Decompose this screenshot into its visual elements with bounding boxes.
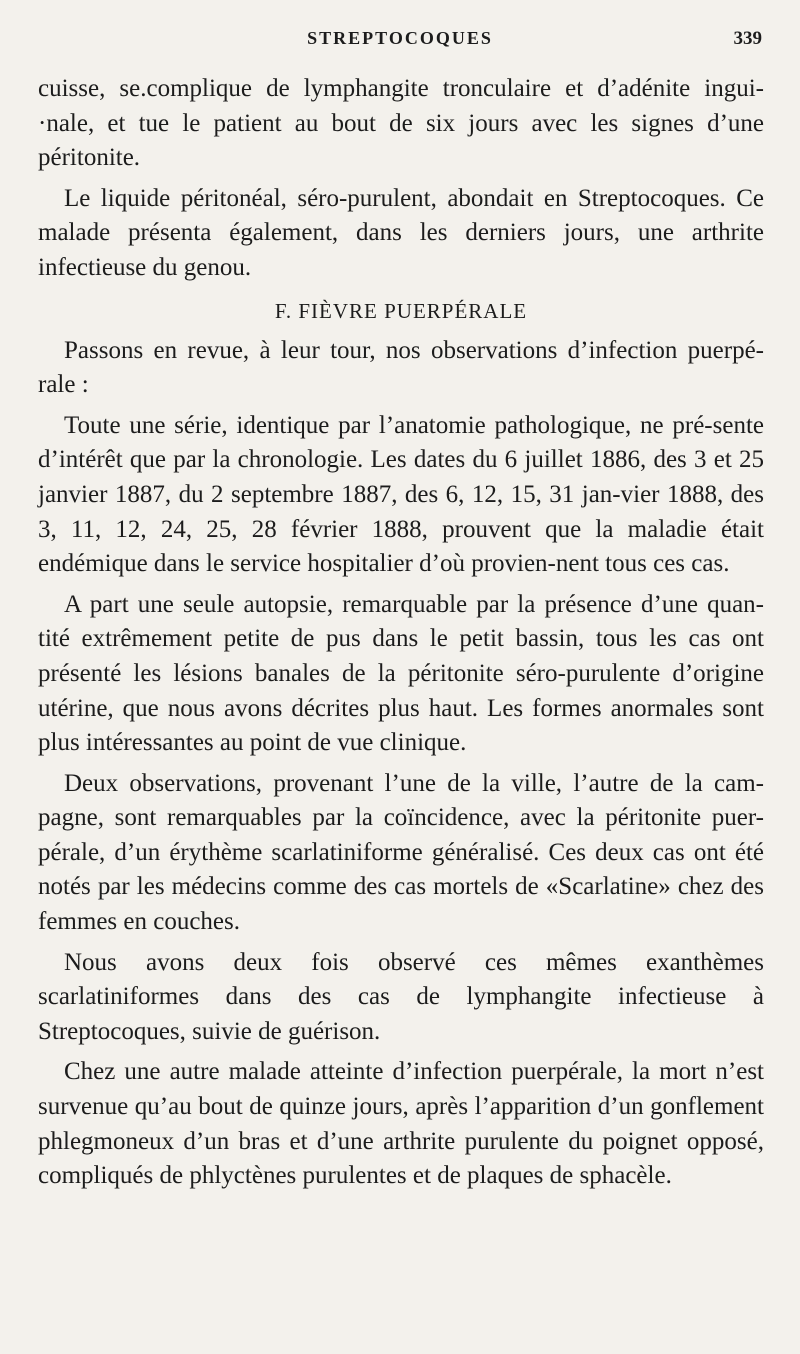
section-heading: F. FIÈVRE PUERPÉRALE bbox=[274, 298, 528, 323]
page-number: 339 bbox=[733, 28, 762, 49]
paragraph: A part une seule autopsie, remarquable par la présence d’une quan-tité extrêmement petite de pus dans le petit bassin, tous les cas ont présenté les lésions banales de la péritonite séro-purulente d’origine utérine, que nous avons décrites plus haut. Les formes anormales sont plus intéressantes au point de vue clinique. bbox=[38, 590, 764, 757]
paragraph: Deux observations, provenant l’une de la ville, l’autre de la cam-pagne, sont remarquables par la coïncidence, avec la péritonite puer-pérale, d’un érythème scarlatiniforme généralisé. Ces deux cas ont été notés par les médecins comme des cas mortels de «Scarlatine» chez des femmes en couches. bbox=[38, 769, 764, 936]
body-text bbox=[38, 72, 764, 1200]
paragraph: Le liquide péritonéal, séro-purulent, abondait en Streptocoques. Ce malade présenta également, dans les derniers jours, une arthrite infectieuse du genou. bbox=[38, 184, 764, 281]
paragraph: Toute une série, identique par l’anatomie pathologique, ne pré-sente d’intérêt que par la chronologie. Les dates du 6 juillet 1886, des 3 et 25 janvier 1887, du 2 septembre 1887, des 6, 12, 15, 31 jan-vier 1888, des 3, 11, 12, 24, 25, 28 février 1888, prouvent que la maladie était endémique dans le service hospitalier d’où provien-nent tous ces cas. bbox=[38, 411, 764, 578]
paragraph: Chez une autre malade atteinte d’infection puerpérale, la mort n’est survenue qu’au bout de quinze jours, après l’apparition d’un gonflement phlegmoneux d’un bras et d’une arthrite purulente du poignet opposé, compliqués de phlyctènes purulentes et de plaques de sphacèle. bbox=[38, 1058, 764, 1190]
paragraph: Passons en revue, à leur tour, nos observations d’infection puerpé-rale : bbox=[38, 336, 764, 399]
paragraph: Nous avons deux fois observé ces mêmes exanthèmes scarlatiniformes dans des cas de lymphangite infectieuse à Streptocoques, suivie de guérison. bbox=[38, 948, 764, 1045]
running-head: STREPTOCOQUES bbox=[307, 28, 493, 48]
paragraph: cuisse, se.complique de lymphangite tronculaire et d’adénite ingui-·nale, et tue le patient au bout de six jours avec les signes d’une péritonite. bbox=[38, 75, 764, 172]
page-header bbox=[38, 28, 762, 58]
